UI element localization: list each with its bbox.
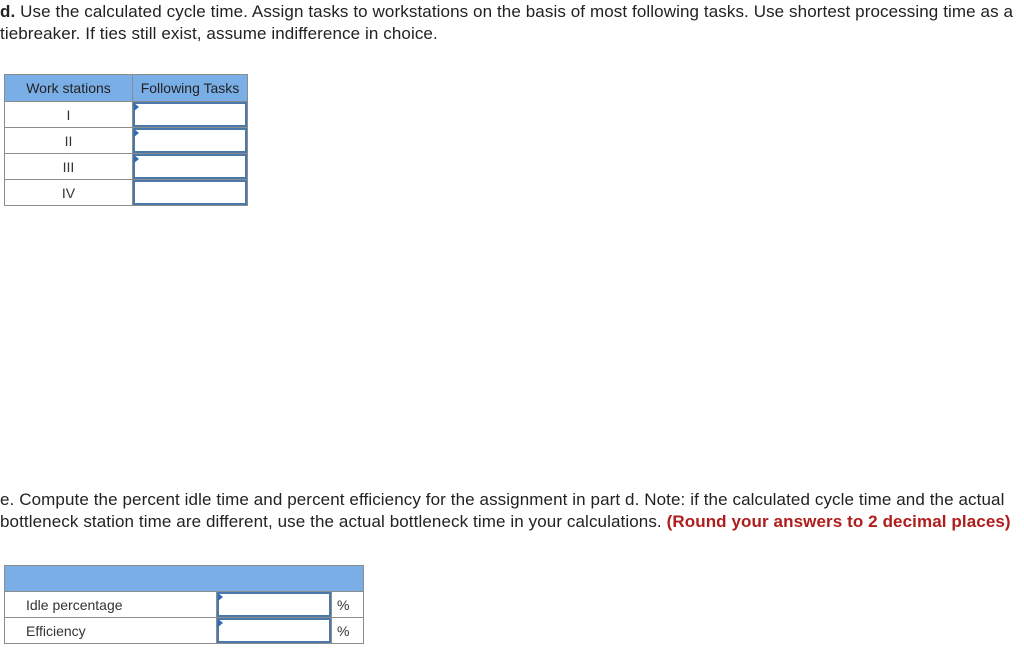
table-row (5, 102, 248, 128)
following-tasks-cell (133, 128, 248, 154)
efficiency-cell (217, 618, 332, 644)
following-tasks-cell (133, 154, 248, 180)
rounding-instruction: (Round your answers to 2 decimal places) (666, 512, 1011, 531)
percent-unit: % (332, 592, 364, 618)
percent-unit: % (332, 618, 364, 644)
header-work-stations: Work stations (5, 75, 133, 102)
station-label: I (5, 102, 133, 128)
efficiency-label: Efficiency (5, 618, 217, 644)
idle-percentage-cell (217, 592, 332, 618)
question-d-text: Use the calculated cycle time. Assign tasks to workstations on the basis of most following tasks. Use shortest processing time as a tiebreaker. If ties still exist, assume indifference in choice. (0, 2, 1014, 43)
following-tasks-input-iii[interactable] (133, 154, 247, 179)
station-label: II (5, 128, 133, 154)
table-row (5, 154, 248, 180)
following-tasks-input-iv[interactable] (133, 180, 247, 205)
station-label: III (5, 154, 133, 180)
table-row (5, 592, 364, 618)
following-tasks-cell (133, 180, 248, 206)
table-row (5, 180, 248, 206)
following-tasks-input-i[interactable] (133, 102, 247, 127)
idle-percentage-label: Idle percentage (5, 592, 217, 618)
header-following-tasks: Following Tasks (133, 75, 248, 102)
question-d-label: d. (0, 2, 16, 21)
question-e (0, 489, 1024, 533)
following-tasks-input-ii[interactable] (133, 128, 247, 153)
efficiency-input[interactable] (217, 618, 331, 643)
following-tasks-cell (133, 102, 248, 128)
idle-percentage-input[interactable] (217, 592, 331, 617)
station-label: IV (5, 180, 133, 206)
question-d (0, 1, 1024, 45)
table-row (5, 128, 248, 154)
table-row (5, 618, 364, 644)
question-e-text: e. Compute the percent idle time and percent efficiency for the assignment in part d. Note: if the calculated cycle time and the actual bottleneck station time are different, use the actual bottleneck time in your calculations. (0, 490, 1005, 531)
efficiency-header-bar (5, 566, 364, 592)
workstation-table-header (5, 75, 248, 102)
efficiency-table (4, 565, 364, 644)
workstation-table (4, 74, 248, 206)
efficiency-table-header (5, 566, 364, 592)
